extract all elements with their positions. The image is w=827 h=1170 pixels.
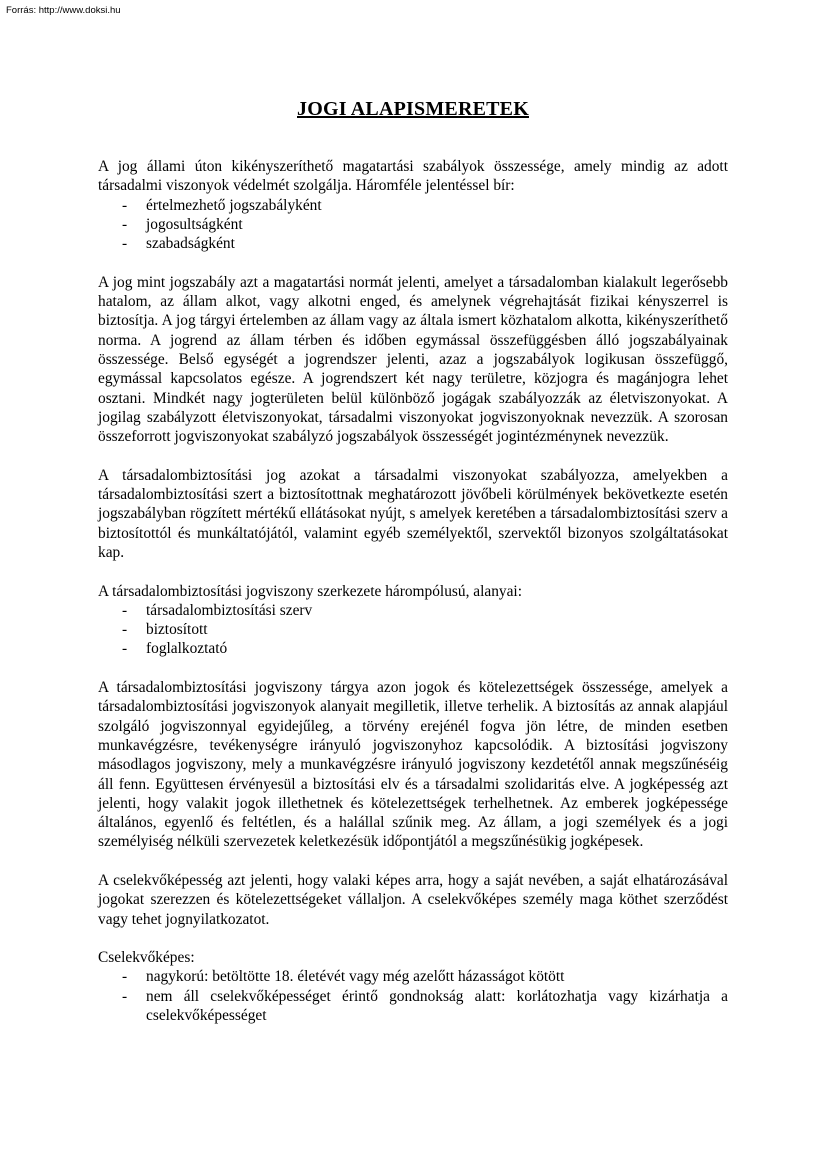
dash-bullet: - xyxy=(122,968,128,986)
list-item: - szabadságként xyxy=(122,235,235,253)
dash-bullet: - xyxy=(122,987,128,1005)
subjects-list xyxy=(98,601,728,659)
dash-bullet: - xyxy=(122,196,128,214)
paragraph-capacity: A cselekvőképesség azt jelenti, hogy valaki képes arra, hogy a saját nevében, a saját elhatározásával jogokat szerezzen és kötelezettségeket vállaljon. A cselekvőképes személy maga köthet szerződést vagy tehet jognyilatkozatot. xyxy=(98,871,728,928)
dash-bullet: - xyxy=(122,215,128,233)
dash-bullet: - xyxy=(122,640,128,658)
dash-bullet: - xyxy=(122,601,128,619)
list-item: - nagykorú: betöltötte 18. életévét vagy még azelőtt házasságot kötött xyxy=(122,968,565,986)
paragraph-capable-heading: Cselekvőképes: xyxy=(98,949,195,967)
list-item: - foglalkoztató xyxy=(122,640,228,658)
paragraph-structure: A társadalombiztosítási jogviszony szerkezete hárompólusú, alanyai: xyxy=(98,582,522,600)
paragraph-law-as-rule: A jog mint jogszabály azt a magatartási normát jelenti, amelyet a társadalomban kialakult legerősebb hatalom, az állam alkot, vagy alkotni enged, és amelynek végrehajtását fizikai kényszerrel is biztosítja. A jog tárgyi értelemben az állam vagy az általa ismert közhatalom alkotta, kikényszeríthető norma. A jogrend az állam térben és időben egymással összefüggésben álló jogszabályainak összessége. Belső egységét a jogrendszer jelenti, azaz a jogszabályok logikusan összefüggő, egymással kapcsolatos egésze. A jogrendszert két nagy területre, közjogra és magánjogra lehet osztani. Mindkét nagy jogterületen belül különböző jogágak szabályozzák az életviszonyokat. A jogilag szabályzott életviszonyokat, társadalmi viszonyokat jogviszonyoknak nevezzük. A szorosan összeforrott jogviszonyokat szabályzó jogszabályok összességét jogintézménynek nevezzük. xyxy=(98,273,728,446)
document-title: JOGI ALAPISMERETEK xyxy=(297,98,529,120)
list-item: - értelmezhető jogszabályként xyxy=(122,196,322,214)
meaning-list xyxy=(98,196,728,254)
document-page xyxy=(98,98,728,1025)
dash-bullet: - xyxy=(122,235,128,253)
dash-bullet: - xyxy=(122,621,128,639)
list-item: - nem áll cselekvőképességet érintő gondnokság alatt: korlátozhatja vagy kizárhatja a cselekvőképességet xyxy=(122,987,728,1025)
paragraph-subject-matter: A társadalombiztosítási jogviszony tárgya azon jogok és kötelezettségek összessége, amelyek a társadalombiztosítási jogviszonyok alanyait megilletik, illetve terhelik. A biztosítás az annak alapjául szolgáló jogviszonnyal egyidejűleg, a törvény erejénél fogva jön létre, de minden esetben munkavégzésre, tevékenységre irányuló jogviszonyhoz kapcsolódik. A biztosítási jogviszony másodlagos jogviszony, mely a munkavégzésre irányuló jogviszony kezdetétől annak megszűnéséig áll fenn. Együttesen érvényesül a biztosítási elv és a társadalmi szolidaritás elve. A jogképesség azt jelenti, hogy valakit jogok illethetnek és kötelezettségek terhelhetnek. Az emberek jogképessége általános, egyenlő és feltétlen, és a halállal szűnik meg. Az állam, a jogi személyek és a jogi személyiség nélküli szervezetek keletkezésük időpontjától a megszűnésükig jogképesek. xyxy=(98,679,728,851)
capacity-list xyxy=(98,967,728,1025)
paragraph-social-security-law: A társadalombiztosítási jog azokat a társadalmi viszonyokat szabályozza, amelyekben a társadalombiztosítási szert a biztosítottnak meghatározott jövőbeli körülmények bekövetkezte esetén jogszabályban rögzített mértékű ellátásokat nyújt, s amelyek keretében a társadalombiztosítási szerv a biztosítottól és munkáltatójától, valamint egyéb személyektől, szervektől bizonyos szolgáltatásokat kap. xyxy=(98,466,728,561)
list-item: - társadalombiztosítási szerv xyxy=(122,601,313,619)
list-item: - jogosultságként xyxy=(122,215,243,233)
source-label: Forrás: http://www.doksi.hu xyxy=(6,5,121,16)
list-item: - biztosított xyxy=(122,621,208,639)
paragraph-intro: A jog állami úton kikényszeríthető magatartási szabályok összessége, amely mindig az adott társadalmi viszonyok védelmét szolgálja. Háromféle jelentéssel bír: xyxy=(98,158,728,195)
